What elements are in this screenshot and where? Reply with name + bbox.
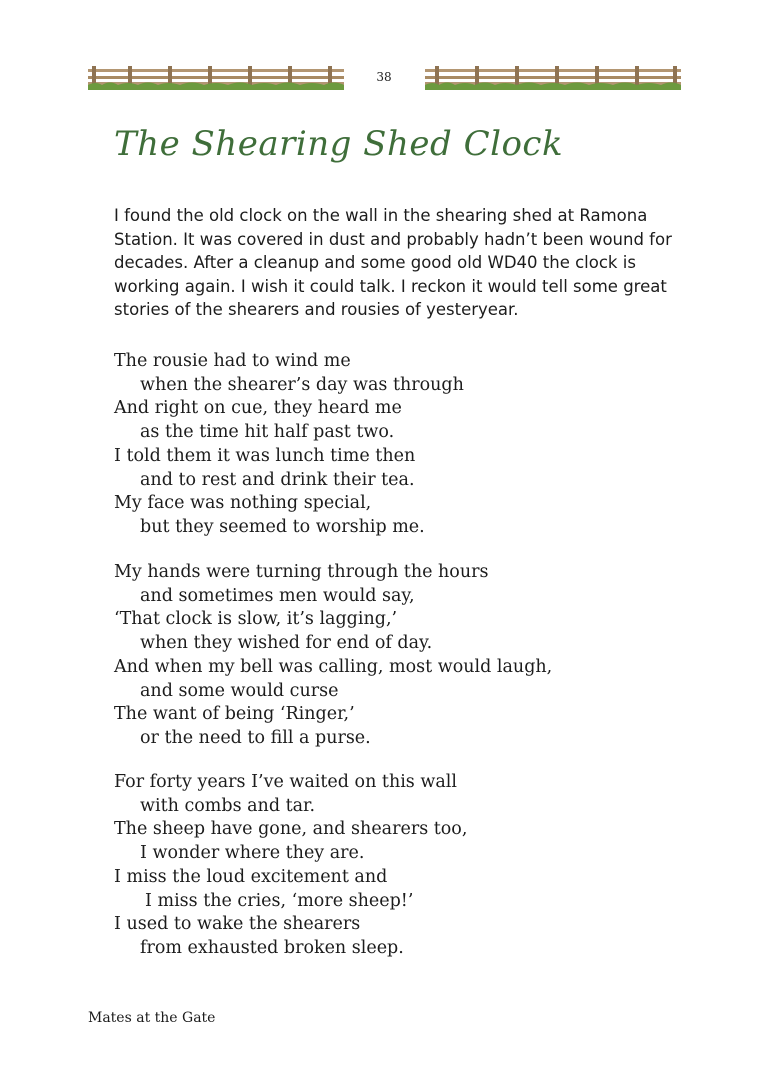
poem-line: ‘That clock is slow, it’s lagging,’ — [114, 609, 398, 630]
poem-line: For forty years I’ve waited on this wall — [114, 772, 457, 792]
fence-illustration-left — [88, 64, 344, 90]
poem-stanza-3 — [114, 771, 694, 961]
poem-line: And when my bell was calling, most would laugh, — [114, 656, 553, 677]
poem-line: I used to wake the shearers — [114, 914, 361, 935]
poem-line: when they wished for end of day. — [140, 633, 433, 654]
poem-line: I wonder where they are. — [140, 843, 365, 864]
poem-line: and sometimes men would say, — [140, 585, 415, 606]
poem-line: with combs and tar. — [140, 795, 316, 816]
poem-line: I miss the cries, ‘more sheep!’ — [145, 890, 414, 911]
poem-stanza-1 — [114, 350, 694, 540]
poem-line: and to rest and drink their tea. — [140, 469, 415, 490]
poem-line: but they seemed to worship me. — [140, 516, 425, 537]
poem-line: from exhausted broken sleep. — [140, 937, 404, 958]
poem-line: as the time hit half past two. — [140, 422, 395, 443]
poem-line: The rousie had to wind me — [114, 351, 351, 371]
poem-line: and some would curse — [140, 680, 339, 701]
intro-paragraph: I found the old clock on the wall in the shearing shed at Ramona Station. It was covered in dust and probably hadn’t been wound for decades. After a cleanup and some good old WD40 the clock is working again. I wish it could talk. I reckon it would tell some great stories of the shearers and rousies of yesteryear. — [114, 206, 672, 320]
poem-line: And right on cue, they heard me — [114, 398, 402, 419]
poem-line: The want of being ‘Ringer,’ — [114, 704, 355, 725]
poem-line: when the shearer’s day was through — [140, 374, 464, 395]
poem-line: My face was nothing special, — [114, 493, 372, 514]
poem-line: or the need to fill a purse. — [140, 727, 371, 748]
footer-book-title: Mates at the Gate — [88, 1010, 216, 1026]
poem-line: I told them it was lunch time then — [114, 445, 416, 466]
fence-illustration-right — [425, 64, 681, 90]
page-number: 38 — [376, 70, 392, 84]
poem-line: My hands were turning through the hours — [114, 562, 489, 582]
poem-line: The sheep have gone, and shearers too, — [114, 819, 468, 840]
poem-title: The Shearing Shed Clock — [114, 124, 564, 164]
poem-line: I miss the loud excitement and — [114, 866, 388, 887]
poem-stanza-2 — [114, 561, 694, 751]
